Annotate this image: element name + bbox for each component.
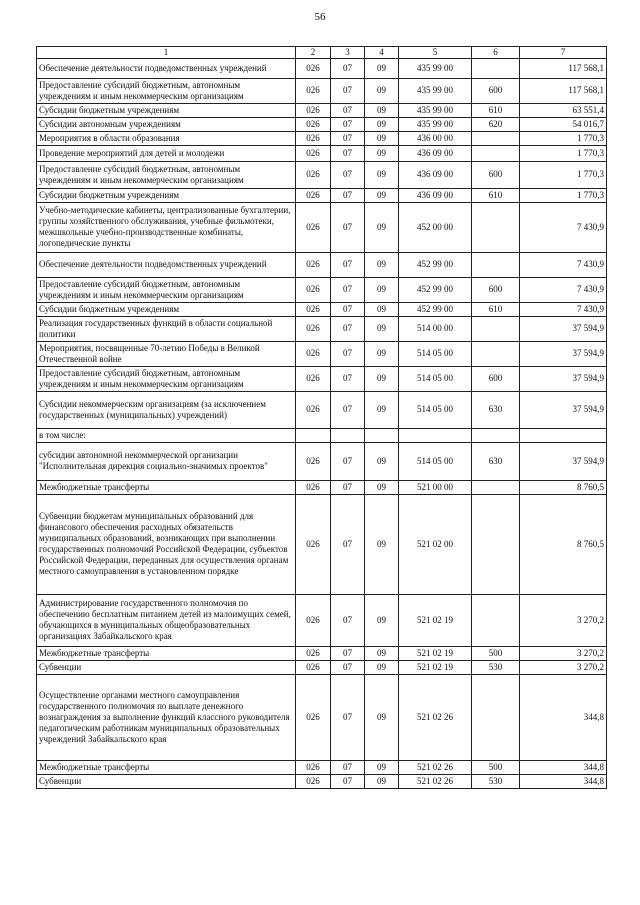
cell-name: Администрирование государственного полномочия по обеспечению бесплатным питанием детей из малоимущих семей, обучающихся в муниципальных общеобразовательных организациях Забайкальского края — [37, 594, 296, 646]
cell-amount: 7 430,9 — [520, 277, 607, 302]
cell-expense-type: 610 — [472, 188, 520, 202]
cell-target-article: 514 05 00 — [399, 366, 472, 391]
cell-subsection: 09 — [365, 117, 399, 131]
table-body — [37, 58, 607, 788]
cell-grbs: 026 — [296, 774, 331, 788]
cell-expense-type: 600 — [472, 78, 520, 103]
cell-section: 07 — [331, 760, 365, 774]
cell-amount: 3 270,2 — [520, 646, 607, 660]
table-row — [37, 277, 607, 302]
table-row — [37, 131, 607, 145]
cell-target-article: 514 05 00 — [399, 341, 472, 366]
table-row — [37, 442, 607, 480]
cell-subsection: 09 — [365, 760, 399, 774]
cell-name: Субвенции бюджетам муниципальных образований для финансового обеспечения расходных обязательств муниципальных образований, возникающих при выполнении государственных полномочий Российской Федерации, субъектов Российской Федерации, переданных для осуществления органам местного самоуправления в установленном порядке — [37, 494, 296, 594]
cell-expense-type: 620 — [472, 117, 520, 131]
column-header: 4 — [365, 47, 399, 59]
cell-expense-type: 610 — [472, 302, 520, 316]
cell-target-article: 436 09 00 — [399, 161, 472, 188]
cell-subsection: 09 — [365, 145, 399, 161]
cell-grbs: 026 — [296, 442, 331, 480]
cell-target-article: 521 02 00 — [399, 494, 472, 594]
cell-name: Проведение мероприятий для детей и молодежи — [37, 145, 296, 161]
cell-expense-type — [472, 131, 520, 145]
cell-amount: 117 568,1 — [520, 58, 607, 78]
column-header: 3 — [331, 47, 365, 59]
cell-grbs: 026 — [296, 316, 331, 341]
cell-amount: 63 551,4 — [520, 103, 607, 117]
cell-expense-type: 500 — [472, 760, 520, 774]
cell-target-article: 521 02 19 — [399, 646, 472, 660]
cell-name: Обеспечение деятельности подведомственных учреждений — [37, 58, 296, 78]
cell-grbs: 026 — [296, 103, 331, 117]
cell-target-article: 452 99 00 — [399, 252, 472, 277]
cell-section: 07 — [331, 117, 365, 131]
cell-name: Мероприятия в области образования — [37, 131, 296, 145]
cell-subsection: 09 — [365, 774, 399, 788]
cell-subsection: 09 — [365, 131, 399, 145]
cell-amount: 1 770,3 — [520, 145, 607, 161]
cell-grbs: 026 — [296, 366, 331, 391]
cell-target-article: 452 99 00 — [399, 277, 472, 302]
cell-amount: 37 594,9 — [520, 316, 607, 341]
cell-name: Предоставление субсидий бюджетным, автономным учреждениям и иным некоммерческим организациям — [37, 366, 296, 391]
cell-target-article: 436 09 00 — [399, 145, 472, 161]
cell-subsection: 09 — [365, 78, 399, 103]
cell-subsection: 09 — [365, 277, 399, 302]
table-row — [37, 646, 607, 660]
cell-section: 07 — [331, 391, 365, 428]
table-row — [37, 594, 607, 646]
cell-target-article: 521 02 19 — [399, 594, 472, 646]
cell-subsection — [365, 428, 399, 442]
cell-name: Субвенции — [37, 660, 296, 674]
cell-name: Межбюджетные трансферты — [37, 480, 296, 494]
cell-target-article: 514 05 00 — [399, 442, 472, 480]
cell-section: 07 — [331, 161, 365, 188]
table-row — [37, 161, 607, 188]
cell-section: 07 — [331, 366, 365, 391]
cell-grbs: 026 — [296, 117, 331, 131]
cell-expense-type: 600 — [472, 161, 520, 188]
cell-section: 07 — [331, 252, 365, 277]
cell-target-article: 521 02 26 — [399, 774, 472, 788]
cell-expense-type — [472, 494, 520, 594]
cell-target-article: 435 99 00 — [399, 103, 472, 117]
cell-subsection: 09 — [365, 58, 399, 78]
cell-grbs: 026 — [296, 78, 331, 103]
cell-grbs: 026 — [296, 302, 331, 316]
budget-table — [36, 46, 607, 789]
cell-section: 07 — [331, 103, 365, 117]
cell-section: 07 — [331, 594, 365, 646]
cell-target-article — [399, 428, 472, 442]
cell-amount: 54 016,7 — [520, 117, 607, 131]
cell-amount: 7 430,9 — [520, 302, 607, 316]
cell-section: 07 — [331, 58, 365, 78]
table-row — [37, 480, 607, 494]
cell-amount: 1 770,3 — [520, 188, 607, 202]
table-row — [37, 202, 607, 252]
cell-name: Предоставление субсидий бюджетным, автономным учреждениям и иным некоммерческим организациям — [37, 161, 296, 188]
cell-target-article: 521 02 26 — [399, 674, 472, 760]
column-header: 1 — [37, 47, 296, 59]
cell-expense-type: 630 — [472, 391, 520, 428]
cell-section: 07 — [331, 131, 365, 145]
cell-expense-type — [472, 145, 520, 161]
cell-target-article: 435 99 00 — [399, 58, 472, 78]
cell-section: 07 — [331, 316, 365, 341]
cell-expense-type: 630 — [472, 442, 520, 480]
cell-section — [331, 428, 365, 442]
table-row — [37, 391, 607, 428]
cell-subsection: 09 — [365, 594, 399, 646]
cell-expense-type: 500 — [472, 646, 520, 660]
cell-expense-type — [472, 58, 520, 78]
cell-amount: 1 770,3 — [520, 161, 607, 188]
cell-grbs: 026 — [296, 161, 331, 188]
cell-section: 07 — [331, 442, 365, 480]
cell-target-article: 435 99 00 — [399, 78, 472, 103]
table-row — [37, 366, 607, 391]
cell-subsection: 09 — [365, 341, 399, 366]
cell-subsection: 09 — [365, 161, 399, 188]
cell-grbs: 026 — [296, 58, 331, 78]
cell-amount: 1 770,3 — [520, 131, 607, 145]
cell-section: 07 — [331, 480, 365, 494]
cell-expense-type: 610 — [472, 103, 520, 117]
cell-name: Субсидии некоммерческим организациям (за исключением государственных (муниципальных) учреждений) — [37, 391, 296, 428]
table-row — [37, 316, 607, 341]
cell-grbs: 026 — [296, 674, 331, 760]
cell-grbs: 026 — [296, 594, 331, 646]
table-row — [37, 302, 607, 316]
cell-target-article: 452 99 00 — [399, 302, 472, 316]
column-header: 7 — [520, 47, 607, 59]
cell-amount: 8 760,5 — [520, 480, 607, 494]
cell-name: Субсидии бюджетным учреждениям — [37, 103, 296, 117]
cell-subsection: 09 — [365, 316, 399, 341]
column-header: 5 — [399, 47, 472, 59]
column-header: 2 — [296, 47, 331, 59]
cell-grbs: 026 — [296, 202, 331, 252]
cell-name: Учебно-методические кабинеты, централизованные бухгалтерии, группы хозяйственного обслуживания, учебные фильмотеки, межшкольные учебно-производственные комбинаты, логопедические пункты — [37, 202, 296, 252]
cell-amount: 3 270,2 — [520, 660, 607, 674]
cell-amount: 7 430,9 — [520, 202, 607, 252]
cell-amount: 37 594,9 — [520, 366, 607, 391]
table-row — [37, 145, 607, 161]
cell-amount: 8 760,5 — [520, 494, 607, 594]
cell-expense-type: 530 — [472, 660, 520, 674]
table-row — [37, 674, 607, 760]
cell-target-article: 514 05 00 — [399, 391, 472, 428]
cell-grbs: 026 — [296, 252, 331, 277]
cell-grbs: 026 — [296, 646, 331, 660]
cell-subsection: 09 — [365, 391, 399, 428]
cell-section: 07 — [331, 494, 365, 594]
cell-grbs — [296, 428, 331, 442]
cell-target-article: 521 00 00 — [399, 480, 472, 494]
table-row — [37, 760, 607, 774]
cell-target-article: 436 00 00 — [399, 131, 472, 145]
page-number: 56 — [314, 11, 326, 23]
column-header: 6 — [472, 47, 520, 59]
table-row — [37, 252, 607, 277]
cell-grbs: 026 — [296, 494, 331, 594]
cell-expense-type — [472, 594, 520, 646]
cell-amount: 37 594,9 — [520, 442, 607, 480]
cell-grbs: 026 — [296, 277, 331, 302]
cell-amount: 117 568,1 — [520, 78, 607, 103]
cell-subsection: 09 — [365, 202, 399, 252]
table-row — [37, 117, 607, 131]
cell-amount: 37 594,9 — [520, 341, 607, 366]
cell-section: 07 — [331, 674, 365, 760]
table-row — [37, 774, 607, 788]
cell-name: Субсидии бюджетным учреждениям — [37, 188, 296, 202]
cell-name: Предоставление субсидий бюджетным, автономным учреждениям и иным некоммерческим организациям — [37, 78, 296, 103]
cell-subsection: 09 — [365, 494, 399, 594]
cell-section: 07 — [331, 646, 365, 660]
cell-amount — [520, 428, 607, 442]
cell-target-article: 436 09 00 — [399, 188, 472, 202]
cell-expense-type — [472, 202, 520, 252]
cell-subsection: 09 — [365, 302, 399, 316]
cell-grbs: 026 — [296, 341, 331, 366]
cell-name: Субсидии автономным учреждениям — [37, 117, 296, 131]
cell-expense-type — [472, 341, 520, 366]
table-header — [37, 47, 607, 59]
cell-name: в том числе: — [37, 428, 296, 442]
cell-amount: 344,8 — [520, 774, 607, 788]
table-row — [37, 58, 607, 78]
cell-target-article: 514 00 00 — [399, 316, 472, 341]
cell-expense-type — [472, 480, 520, 494]
cell-expense-type — [472, 428, 520, 442]
table-row — [37, 188, 607, 202]
cell-grbs: 026 — [296, 660, 331, 674]
cell-expense-type — [472, 674, 520, 760]
cell-expense-type: 600 — [472, 277, 520, 302]
cell-grbs: 026 — [296, 188, 331, 202]
table-row — [37, 428, 607, 442]
cell-target-article: 452 00 00 — [399, 202, 472, 252]
cell-name: Субвенции — [37, 774, 296, 788]
table-row — [37, 78, 607, 103]
cell-section: 07 — [331, 202, 365, 252]
cell-section: 07 — [331, 145, 365, 161]
cell-expense-type — [472, 252, 520, 277]
cell-amount: 7 430,9 — [520, 252, 607, 277]
cell-subsection: 09 — [365, 188, 399, 202]
cell-subsection: 09 — [365, 103, 399, 117]
cell-expense-type: 600 — [472, 366, 520, 391]
cell-grbs: 026 — [296, 131, 331, 145]
cell-section: 07 — [331, 302, 365, 316]
cell-subsection: 09 — [365, 660, 399, 674]
cell-amount: 344,8 — [520, 760, 607, 774]
cell-grbs: 026 — [296, 760, 331, 774]
cell-section: 07 — [331, 78, 365, 103]
table-row — [37, 103, 607, 117]
table-row — [37, 494, 607, 594]
cell-target-article: 435 99 00 — [399, 117, 472, 131]
cell-subsection: 09 — [365, 646, 399, 660]
cell-subsection: 09 — [365, 480, 399, 494]
cell-expense-type — [472, 316, 520, 341]
cell-name: Реализация государственных функций в области социальной политики — [37, 316, 296, 341]
cell-section: 07 — [331, 188, 365, 202]
cell-subsection: 09 — [365, 442, 399, 480]
cell-amount: 3 270,2 — [520, 594, 607, 646]
cell-name: Субсидии бюджетным учреждениям — [37, 302, 296, 316]
cell-subsection: 09 — [365, 252, 399, 277]
cell-name: Мероприятия, посвященные 70-летию Победы в Великой Отечественной войне — [37, 341, 296, 366]
cell-name: Межбюджетные трансферты — [37, 646, 296, 660]
cell-expense-type: 530 — [472, 774, 520, 788]
cell-grbs: 026 — [296, 480, 331, 494]
cell-amount: 37 594,9 — [520, 391, 607, 428]
cell-section: 07 — [331, 277, 365, 302]
cell-target-article: 521 02 19 — [399, 660, 472, 674]
cell-name: Осуществление органами местного самоуправления государственного полномочия по выплате денежного вознаграждения за выполнение функций классного руководителя педагогическим работникам муниципальных образовательных учреждений Забайкальского края — [37, 674, 296, 760]
cell-section: 07 — [331, 774, 365, 788]
cell-name: Межбюджетные трансферты — [37, 760, 296, 774]
table-row — [37, 660, 607, 674]
cell-amount: 344,8 — [520, 674, 607, 760]
cell-section: 07 — [331, 660, 365, 674]
cell-target-article: 521 02 26 — [399, 760, 472, 774]
cell-subsection: 09 — [365, 674, 399, 760]
cell-section: 07 — [331, 341, 365, 366]
cell-grbs: 026 — [296, 391, 331, 428]
cell-name: Обеспечение деятельности подведомственных учреждений — [37, 252, 296, 277]
cell-name: субсидии автономной некоммерческой организации "Исполнительная дирекция социально-значимых проектов" — [37, 442, 296, 480]
cell-name: Предоставление субсидий бюджетным, автономным учреждениям и иным некоммерческим организациям — [37, 277, 296, 302]
cell-subsection: 09 — [365, 366, 399, 391]
table-row — [37, 341, 607, 366]
cell-grbs: 026 — [296, 145, 331, 161]
